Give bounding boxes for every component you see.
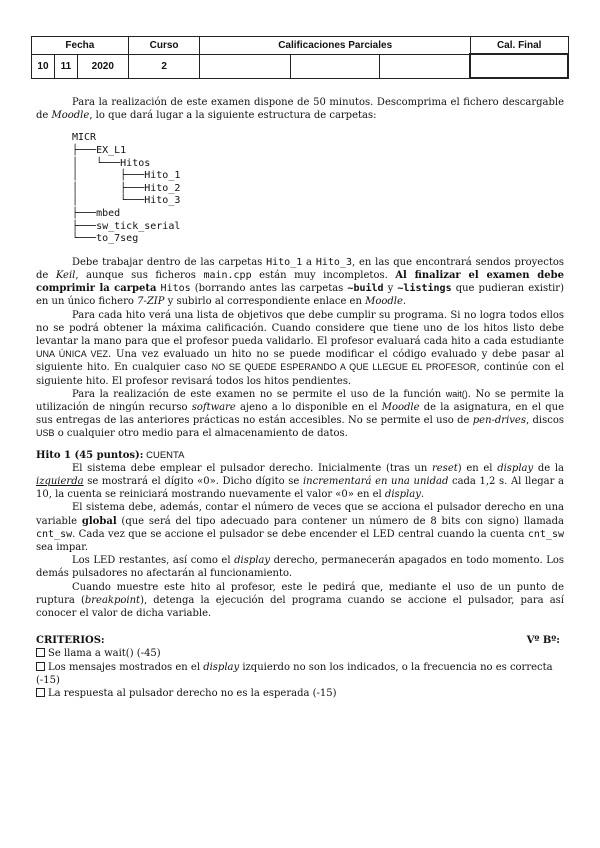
visto-bueno-label: Vº Bº: xyxy=(526,635,560,647)
hitos-paragraph: Para cada hito verá una lista de objetivos que debe cumplir su programa. Si no logra todos ellos no se podrá obtener la máxima calificación. Cuando considere que tiene uno de los hitos listo debe levantar la mano para que el profesor pueda validarlo. El profesor evaluará cada hito a cada estudiante UNA ÚNICA VEZ. Una vez evaluado un hito no se puede modificar el código evaluado y debe pasar al siguiente hito. En cualquier caso NO SE QUEDE ESPERANDO A QUE LLEGUE EL PROFESOR, continúe con el siguiente hito. El profesor revisará todos los hitos pendientes. xyxy=(36,309,565,387)
final-cell xyxy=(470,54,568,78)
rules-paragraph: Para la realización de este examen no se permite el uso de la función wait(). No se permite la utilización de ningún recurso software ajeno a lo disponible en el Moodle de la asignatura, en el que sus entregas de las anteriores prácticas no están accesibles. No se permite el uso de pen-drives, discos USB o cualquier otro medio para el almacenamiento de datos. xyxy=(36,388,564,440)
criterios-label: CRITERIOS: xyxy=(36,635,105,647)
hito1-title: Hito 1 (45 puntos): CUENTA xyxy=(36,449,185,461)
checkbox-icon xyxy=(36,688,45,697)
fecha-day: 10 xyxy=(32,54,55,78)
fecha-year: 2020 xyxy=(77,54,128,78)
folders-paragraph: Debe trabajar dentro de las carpetas Hito_1 a Hito_3, en las que encontrará sendos proyectos de Keil, aunque sus ficheros main.cpp están muy incompletos. Al finalizar el examen debe comprimir la carpeta Hitos (borrando antes las carpetas ~build y ~listings que pudieran existir) en un único fichero 7-ZIP y subirlo al correspondiente enlace en Moodle. xyxy=(36,256,565,308)
hito1-paragraph-4: Cuando muestre este hito al profesor, este le pedirá que, mediante el uso de un punto de ruptura (breakpoint), detenga la ejecución del programa cuando se accione el pulsador, para así conocer el valor de dicha variable. xyxy=(36,581,565,620)
checkbox-icon xyxy=(36,662,45,671)
hito1-paragraph-1: El sistema debe emplear el pulsador derecho. Inicialmente (tras un reset) en el display de la izquierda se mostrará el dígito «0». Dicho dígito se incrementará en una unidad cada 1,2 s. Al llegar a 10, la cuenta se reiniciará mostrando nuevamente el valor «0» en el display. xyxy=(36,462,564,501)
parcial-cell-2 xyxy=(291,54,380,78)
hito1-paragraph-2: El sistema debe, además, contar el número de veces que se acciona el pulsador derecho en una variable global (que será del tipo adecuado para contener un número de 8 bits con signo) llamada cnt_sw. Cada vez que se accione el pulsador se debe encender el LED central cuando la cuenta cnt_sw sea impar. xyxy=(36,502,564,554)
checkbox-icon xyxy=(36,648,45,657)
parcial-cell-3 xyxy=(379,54,470,78)
fecha-label: Fecha xyxy=(32,37,129,55)
criterio-item: La respuesta al pulsador derecho no es la esperada (-15) xyxy=(36,687,564,700)
curso-label: Curso xyxy=(128,37,200,55)
hito1-paragraph-3: Los LED restantes, así como el display derecho, permanecerán apagados en todo momento. Los demás pulsadores no afectarán al funcionamiento. xyxy=(36,555,564,580)
parciales-label: Calificaciones Parciales xyxy=(200,37,470,55)
intro-paragraph: Para la realización de este examen dispone de 50 minutos. Descomprima el fichero descargable de Moodle, lo que dará lugar a la siguiente estructura de carpetas: xyxy=(36,97,564,122)
folder-tree: MICR ├───EX_L1 │ └───Hitos │ ├───Hito_1 │ ├───Hito_2 │ └───Hito_3 ├───mbed ├───sw_tick_serial └───to_7seg xyxy=(72,132,181,245)
curso-value: 2 xyxy=(128,54,200,78)
criterios-header xyxy=(36,634,564,647)
final-label: Cal. Final xyxy=(470,37,568,55)
fecha-month: 11 xyxy=(54,54,77,78)
exam-body xyxy=(36,96,564,700)
parcial-cell-1 xyxy=(200,54,291,78)
criterios-list xyxy=(36,647,564,700)
criterio-item: Los mensajes mostrados en el display izquierdo no son los indicados, o la frecuencia no es correcta (-15) xyxy=(36,661,553,686)
criterio-item: Se llama a wait() (-45) xyxy=(36,647,564,660)
header-table xyxy=(31,36,569,79)
